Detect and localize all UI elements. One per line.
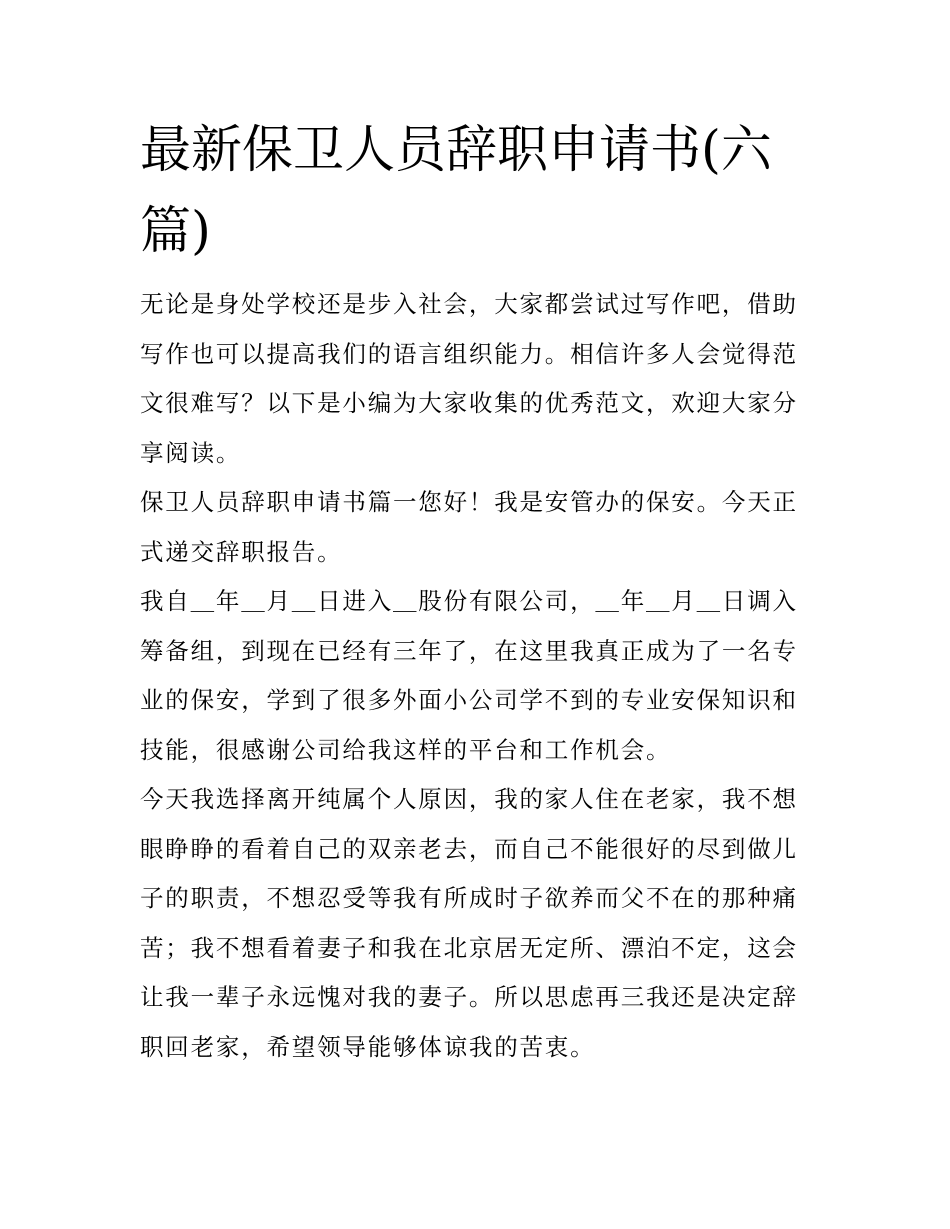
- paragraph-employment-history: 我自＿年＿月＿日进入＿股份有限公司，＿年＿月＿日调入筹备组，到现在已经有三年了，在这里我真正成为了一名专业的保安，学到了很多外面小公司学不到的专业安保知识和技能，很感谢公司给我这样的平台和工作机会。: [140, 587, 798, 764]
- paragraph-greeting: 保卫人员辞职申请书篇一您好！我是安管办的保安。今天正式递交辞职报告。: [140, 488, 798, 566]
- paragraph-intro: 无论是身处学校还是步入社会，大家都尝试过写作吧，借助写作也可以提高我们的语言组织能力。相信许多人会觉得范文很难写？以下是小编为大家收集的优秀范文，欢迎大家分享阅读。: [140, 290, 798, 467]
- paragraph-resignation-reason: 今天我选择离开纯属个人原因，我的家人住在老家，我不想眼睁睁的看着自己的双亲老去，而自己不能很好的尽到做儿子的职责，不想忍受等我有所成时子欲养而父不在的那种痛苦；我不想看着妻子和我在北京居无定所、漂泊不定，这会让我一辈子永远愧对我的妻子。所以思虑再三我还是决定辞职回老家，希望领导能够体谅我的苦衷。: [140, 785, 798, 1061]
- document-body: [140, 280, 816, 1072]
- document-title: 最新保卫人员辞职申请书(六篇): [140, 121, 772, 261]
